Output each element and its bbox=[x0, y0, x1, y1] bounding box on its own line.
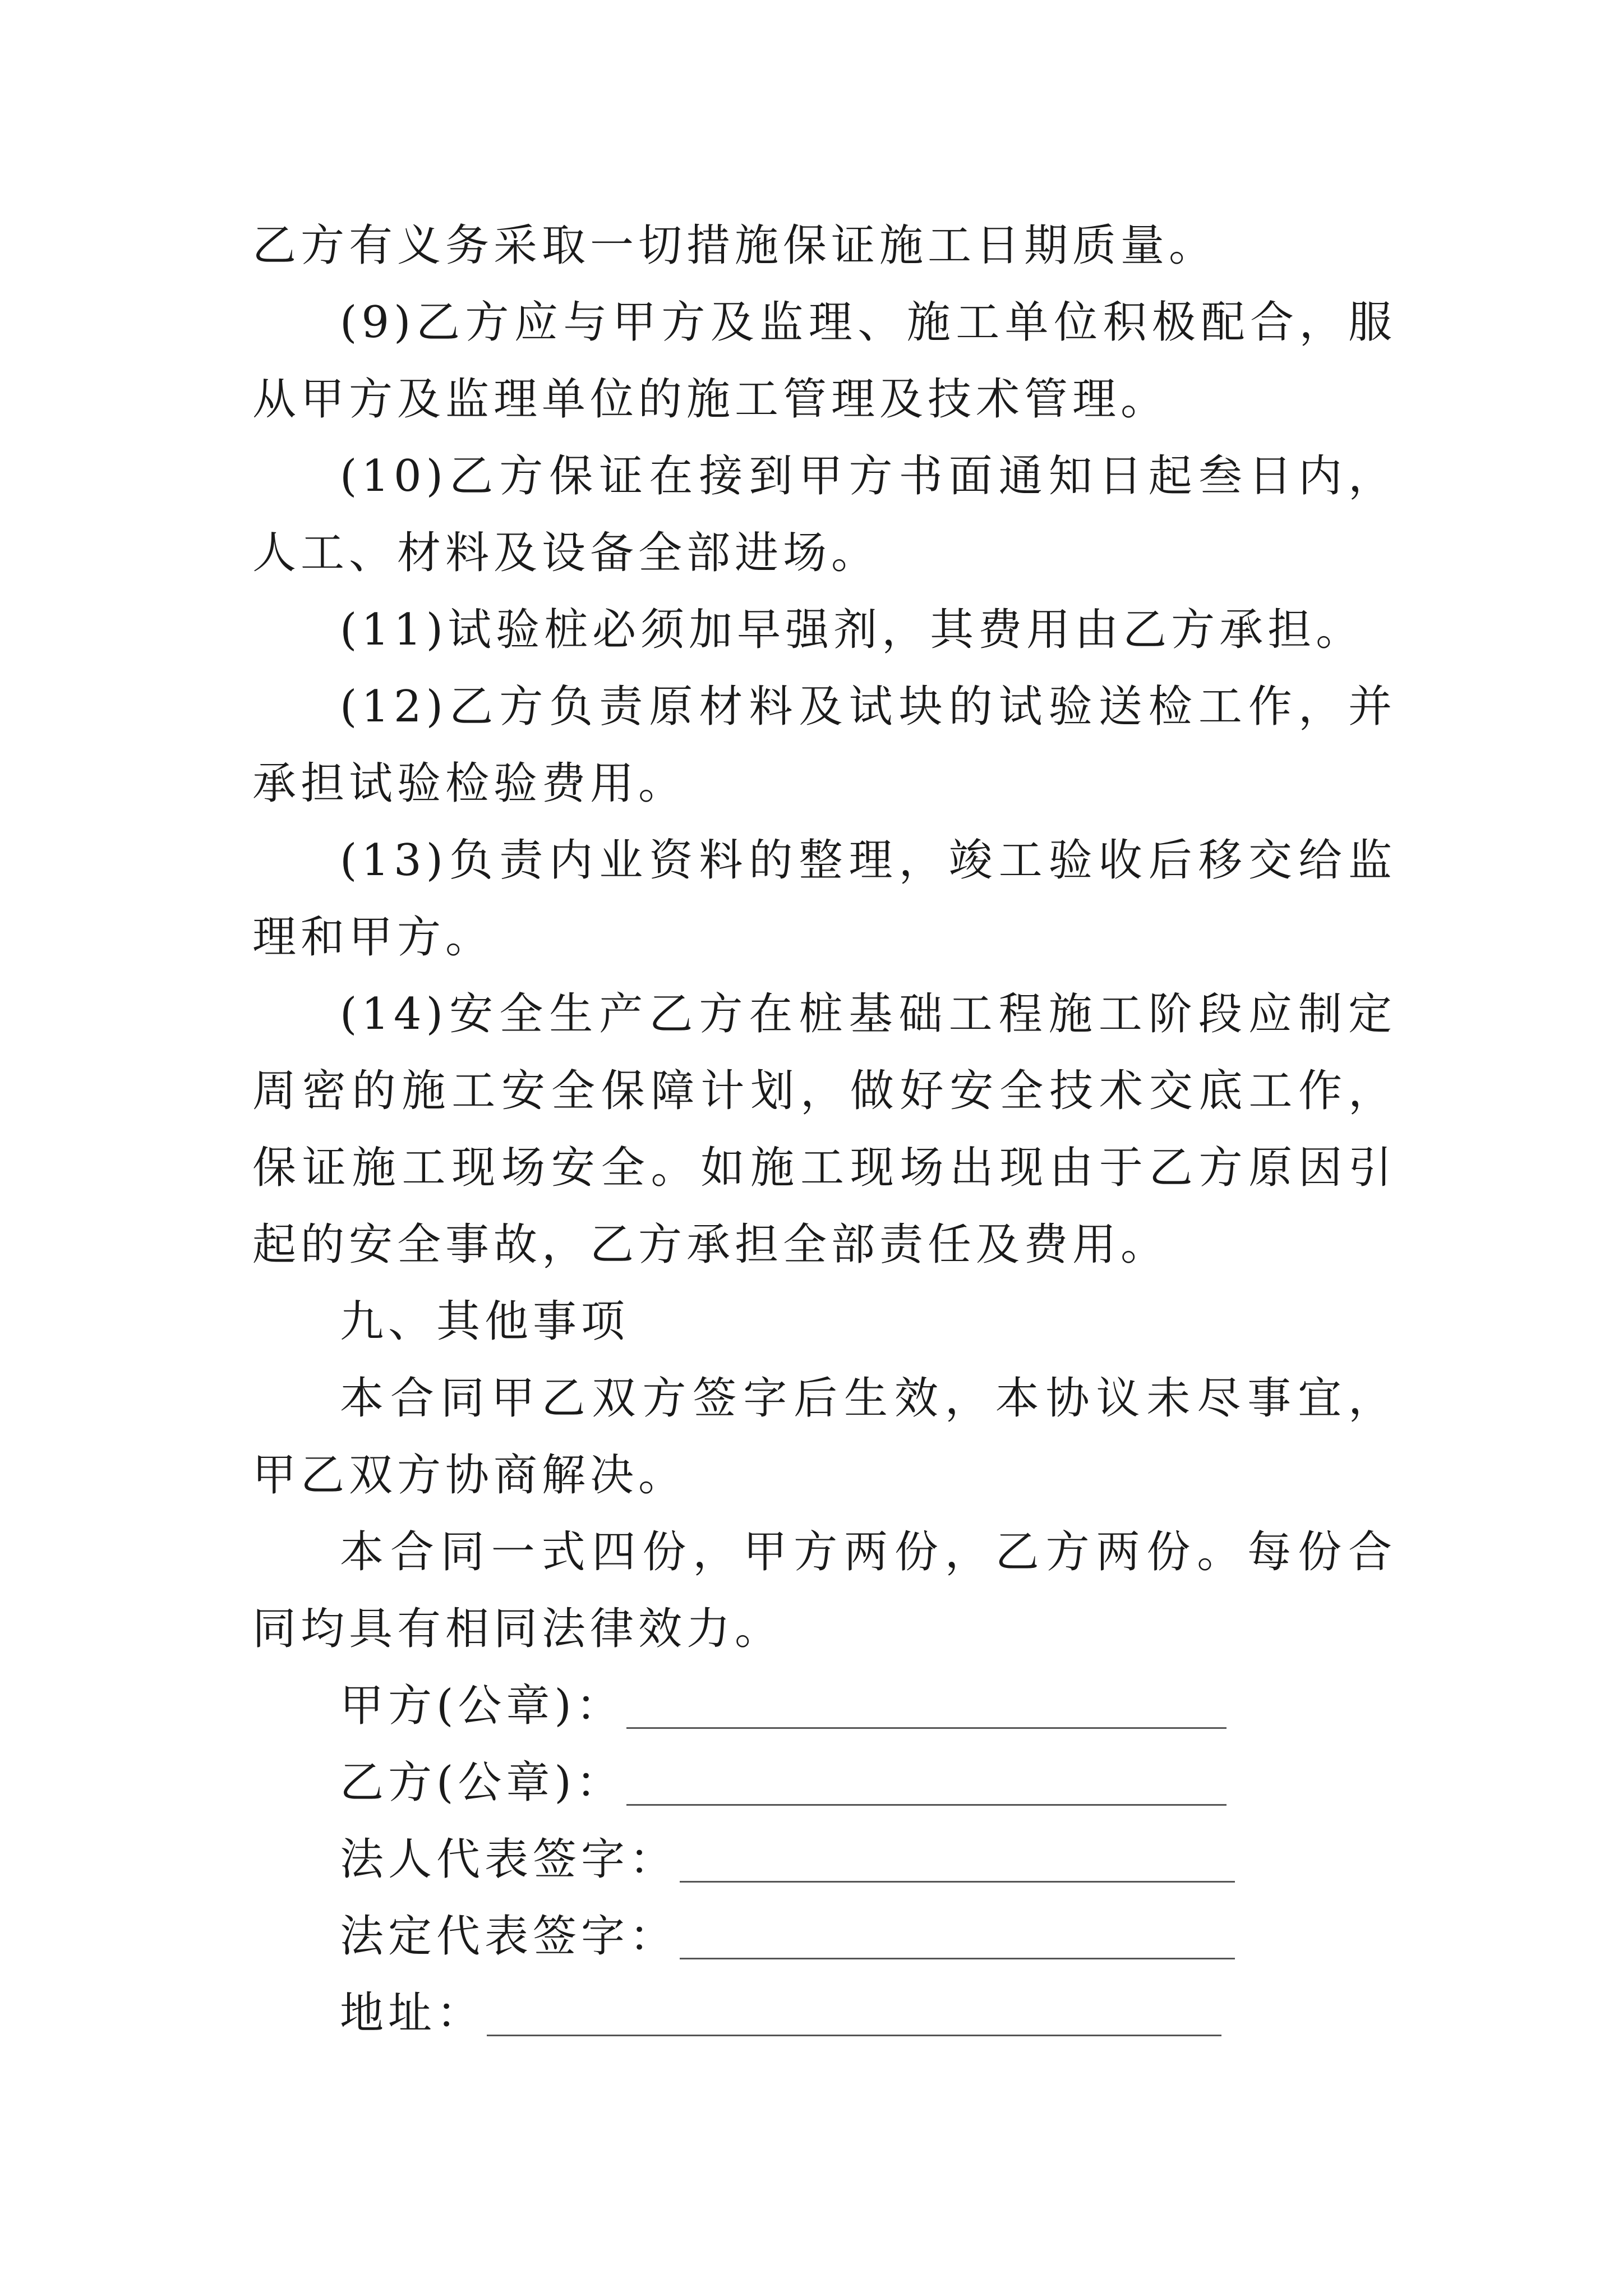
clause-11-paragraph: (11)试验桩必须加早强剂，其费用由乙方承担。 bbox=[340, 605, 1364, 655]
clause-14-paragraph: (14)安全生产乙方在桩基础工程施工阶段应制定周密的施工安全保障计划，做好安全技术交底工作，保证施工现场安全。如施工现场出现由于乙方原因引起的安全事故，乙方承担全部责任及费用。 bbox=[252, 989, 1396, 1270]
party-a-seal-line[interactable] bbox=[626, 1727, 1227, 1729]
section-9-heading: 九、其他事项 bbox=[340, 1296, 630, 1347]
statutory-rep-signature-row bbox=[252, 1898, 1396, 1975]
effect-clause-paragraph: 本合同甲乙双方签字后生效，本协议未尽事宜，甲乙双方协商解决。 bbox=[252, 1373, 1396, 1501]
party-a-seal-label: 甲方(公章)： bbox=[340, 1681, 624, 1731]
address-label: 地址： bbox=[340, 1988, 485, 2039]
legal-rep-signature-label: 法人代表签字： bbox=[340, 1834, 678, 1885]
copies-clause-paragraph: 本合同一式四份，甲方两份，乙方两份。每份合同均具有相同法律效力。 bbox=[252, 1527, 1396, 1654]
party-b-seal-row bbox=[252, 1745, 1396, 1821]
clause-9-paragraph: (9)乙方应与甲方及监理、施工单位积极配合，服从甲方及监理单位的施工管理及技术管理。 bbox=[252, 297, 1396, 425]
clause-8-end-paragraph: 乙方有义务采取一切措施保证施工日期质量。 bbox=[252, 220, 1218, 271]
legal-rep-signature-row bbox=[252, 1821, 1396, 1898]
clause-13-paragraph: (13)负责内业资料的整理，竣工验收后移交给监理和甲方。 bbox=[252, 835, 1396, 963]
legal-rep-signature-line[interactable] bbox=[680, 1881, 1235, 1883]
statutory-rep-signature-line[interactable] bbox=[680, 1958, 1235, 1959]
address-row bbox=[252, 1975, 1396, 2052]
address-line[interactable] bbox=[487, 2035, 1221, 2036]
contract-page bbox=[252, 208, 1396, 2115]
party-a-seal-row bbox=[252, 1668, 1396, 1745]
party-b-seal-line[interactable] bbox=[626, 1804, 1227, 1806]
clause-12-paragraph: (12)乙方负责原材料及试块的试验送检工作，并承担试验检验费用。 bbox=[252, 682, 1396, 809]
party-b-seal-label: 乙方(公章)： bbox=[340, 1757, 624, 1808]
statutory-rep-signature-label: 法定代表签字： bbox=[340, 1911, 678, 1962]
clause-10-paragraph: (10)乙方保证在接到甲方书面通知日起叁日内，人工、材料及设备全部进场。 bbox=[252, 451, 1396, 578]
